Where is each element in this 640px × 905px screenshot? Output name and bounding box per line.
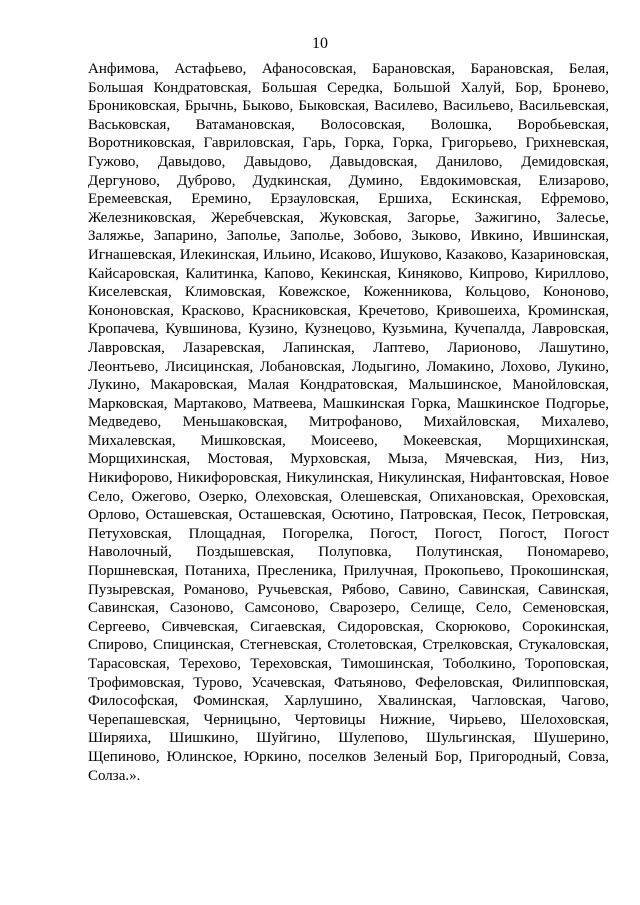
page-number: 10 bbox=[312, 35, 328, 52]
body-text: Анфимова, Астафьево, Афаносовская, Барановская, Барановская, Белая, Большая Кондратовская, Большая Середка, Большой Халуй, Бор, Бронево, Брониковская, Брычнь, Быково, Быковская, Василево, Васильево, Васильевская, Васьковская, Ватамановская, Волосовская, Волошка, Воробьевская, Воротниковская, Гавриловская, Гарь, Горка, Горка, Григорьево, Грихневская, Гужово, Давыдово, Давыдово, Давыдовская, Данилово, Демидовская, Дергуново, Дуброво, Дудкинская, Думино, Евдокимовская, Елизарово, Еремеевская, Еремино, Ерзауловская, Ершиха, Ескинская, Ефремово, Железниковская, Жеребчевская, Жуковская, Загорье, Зажигино, Залесье, Заляжье, Запарино, Заполье, Заполье, Зобово, Зыково, Ивкино, Ившинская, Игнашевская, Илекинская, Ильино, Исаково, Ишуково, Казаково, Казариновская, Кайсаровская, Калитинка, Капово, Кекинская, Киняково, Кипрово, Кириллово, Киселевская, Климовская, Ковежское, Коженникова, Кольцово, Кононово, Кононовская, Красково, Красниковская, Кречетово, Кривошеиха, Кроминская, Кропачева, Кувшинова, Кузино, Кузнецово, Кузьмина, Кучепалда, Лавровская, Лавровская, Лазаревская, Лапинская, Лаптево, Ларионово, Лашутино, Леонтьево, Лисицинская, Лобановская, Лодыгино, Ломакино, Лохово, Лукино, Лукино, Макаровская, Малая Кондратовская, Мальшинское, Манойловская, Марковская, Мартаково, Матвеева, Машкинская Горка, Машкинское Подгорье, Медведево, Меньшаковская, Митрофаново, Михайловская, Михалево, Михалевская, Мишковская, Моисеево, Мокеевская, Морщихинская, Морщихинская, Мостовая, Мурховская, Мыза, Мячевская, Низ, Низ, Никифорово, Никифоровская, Никулинская, Никулинская, Нифантовская, Новое Село, Ожегово, Озерко, Олеховская, Олешевская, Опихановская, Ореховская, Орлово, Осташевская, Осташевская, Осютино, Патровская, Песок, Петровская, Петуховская, Площадная, Погорелка, Погост, Погост, Погост, Погост Наволочный, Поздышевская, Полуповка, Полутинская, Пономарево, Поршневская, Потаниха, Пресленика, Прилучная, Прокопьево, Прокошинская, Пузыревская, Романово, Ручьевская, Рябово, Савино, Савинская, Савинская, Савинская, Сазоново, Самсоново, Сварозеро, Селище, Село, Семеновская, Сергеево, Сивчевская, Сигаевская, Сидоровская, Скорюково, Сорокинская, Спирово, Спицинская, Стегневская, Столетовская, Стрелковская, Стукаловская, Тарасовская, Терехово, Тереховская, Тимошинская, Тоболкино, Тороповская, Трофимовская, Турово, Усачевская, Фатьяново, Фефеловская, Филипповская, Философская, Фоминская, Харлушино, Хвалинская, Чагловская, Чагово, Черепашевская, Черницыно, Чертовицы Нижние, Чирьево, Шелоховская, Ширяиха, Шишкино, Шуйгино, Шулепово, Шульгинская, Шушерино, Щепиново, Юлинское, Юркино, поселков Зеленый Бор, Пригородный, Совза, Солза.». bbox=[88, 61, 609, 784]
